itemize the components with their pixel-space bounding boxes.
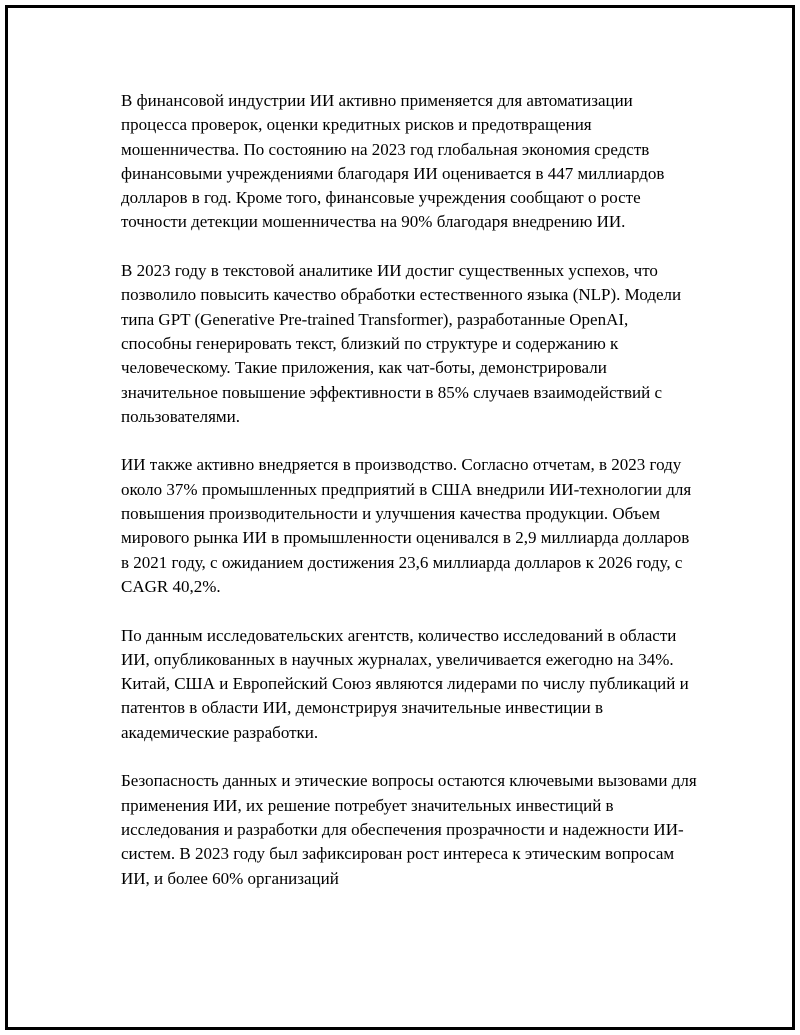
paragraph-manufacturing: ИИ также активно внедряется в производство. Согласно отчетам, в 2023 году около 37% промышленных предприятий в США внедрили ИИ-технологии для повышения производительности и улучшения качества продукции. Объем мирового рынка ИИ в промышленности оценивался в 2,9 миллиарда долларов в 2021 году, с ожиданием достижения 23,6 миллиарда долларов к 2026 году, с CAGR 40,2%. — [121, 455, 692, 596]
paragraph-ethics: Безопасность данных и этические вопросы остаются ключевыми вызовами для применения ИИ, их решение потребует значительных инвестиций в исследования и разработки для обеспечения прозрачности и надежности ИИ-систем. В 2023 году был зафиксирован рост интереса к этическим вопросам ИИ, и более 60% организаций — [121, 771, 697, 888]
paragraph-finance: В финансовой индустрии ИИ активно применяется для автоматизации процесса проверок, оценки кредитных рисков и предотвращения мошенничества. По состоянию на 2023 год глобальная экономия средств финансовыми учреждениями благодаря ИИ оценивается в 447 миллиардов долларов в год. Кроме того, финансовые учреждения сообщают о росте точности детекции мошенничества на 90% благодаря внедрению ИИ. — [121, 91, 665, 232]
document-body — [121, 89, 697, 915]
paragraph-text-analytics: В 2023 году в текстовой аналитике ИИ достиг существенных успехов, что позволило повысить качество обработки естественного языка (NLP). Модели типа GPT (Generative Pre-trained Transformer), разработанные OpenAI, способны генерировать текст, близкий по структуре и содержанию к человеческому. Такие приложения, как чат-боты, демонстрировали значительное повышение эффективности в 85% случаев взаимодействий с пользователями. — [121, 261, 682, 426]
page-frame — [5, 5, 795, 1030]
paragraph-research: По данным исследовательских агентств, количество исследований в области ИИ, опубликованных в научных журналах, увеличивается ежегодно на 34%. Китай, США и Европейский Союз являются лидерами по числу публикаций и патентов в области ИИ, демонстрируя значительные инвестиции в академические разработки. — [121, 625, 689, 742]
